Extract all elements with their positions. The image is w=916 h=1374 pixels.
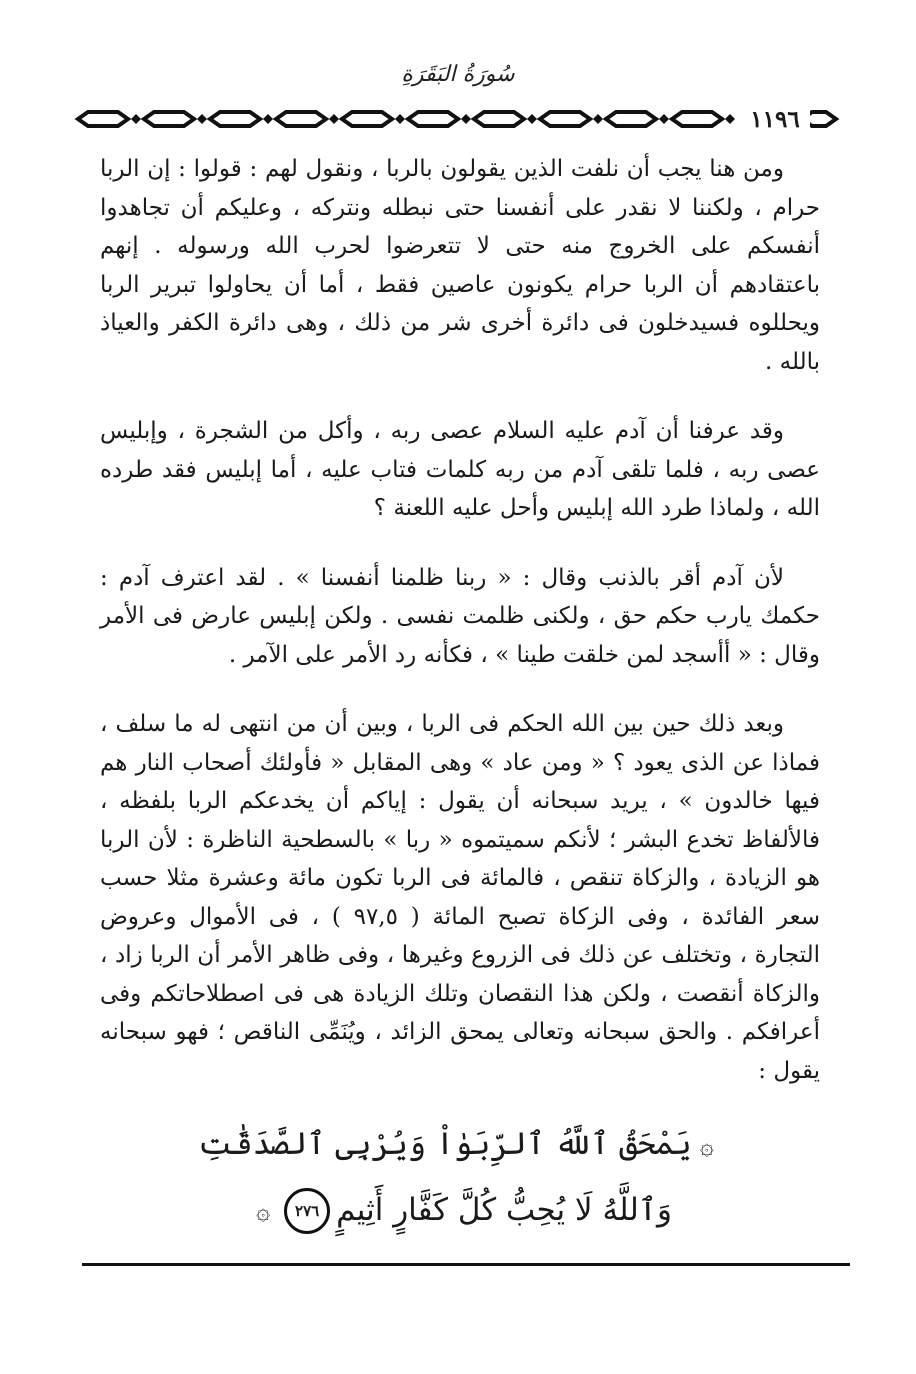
surah-title: سُورَةُ البَقَرَةِ — [401, 62, 515, 87]
paragraph: ومن هنا يجب أن نلفت الذين يقولون بالربا ، ونقول لهم : قولوا : إن الربا حرام ، ولكننا لا نقدر على أنفسنا حتى نبطله ونتركه ، وعليكم أن تجاهدوا أنفسكم على الخروج منه حتى لا تتعرضوا لحرب الله ورسوله . إنهم باعتقادهم أن الربا حرام يكونون عاصين فقط ، أما أن يحاولوا تبرير الربا ويحللوه فسيدخلون فى دائرة أخرى شر من ذلك ، وهى دائرة الكفر والعياذ بالله . — [100, 156, 820, 375]
page-number: ١١٩٦ — [740, 106, 810, 134]
body-text — [100, 150, 820, 1121]
verse-text-2: وَٱللَّهُ لَا يُحِبُّ كُلَّ كَفَّارٍ أَثِيمٍ — [336, 1191, 672, 1228]
verse-line-1 — [180, 1112, 740, 1178]
verse-end-ornament-icon: ۞ — [256, 1197, 271, 1225]
verse-start-ornament-icon: ۞ — [699, 1131, 714, 1160]
paragraph: لأن آدم أقر بالذنب وقال : « ربنا ظلمنا أنفسنا » . لقد اعترف آدم : حكمك يارب حكم حق ، ولكنى ظلمت نفسى . ولكن إبليس عارض فى الأمر وقال : « أأسجد لمن خلقت طينا » ، فكأنه رد الأمر على الآمر . — [100, 564, 820, 668]
footer-divider — [82, 1263, 850, 1266]
verse-line-2 — [180, 1178, 740, 1244]
quran-verse — [180, 1112, 740, 1243]
chain-border — [72, 104, 842, 134]
verse-text-1: يَمْحَقُ ٱللَّهُ ٱلرِّبَوٰاْ وَيُرْبِى ٱلصَّدَقَٰتِ — [198, 1126, 692, 1162]
paragraph: وقد عرفنا أن آدم عليه السلام عصى ربه ، وأكل من الشجرة ، وإبليس عصى ربه ، فلما تلقى آدم من ربه كلمات فتاب عليه ، أما إبليس فقد طرده الله ، ولماذا طرد الله إبليس وأحل عليه اللعنة ؟ — [100, 418, 820, 521]
ayah-number-marker: ٢٧٦ — [284, 1188, 330, 1234]
paragraph: وبعد ذلك حين بين الله الحكم فى الربا ، وبين أن من انتهى له ما سلف ، فماذا عن الذى يعود ؟ « ومن عاد » وهى المقابل « فأولئك أصحاب النار هم فيها خالدون » ، يريد سبحانه أن يقول : إياكم أن يخدعكم الربا بلفظه ، فالألفاظ تخدع البشر ؛ لأنكم سميتموه « ربا » بالسطحية الناظرة : لأن الربا هو الزيادة ، والزكاة تنقص ، فالمائة فى الربا تكون مائة وعشرة مثلا حسب سعر الفائدة ، وفى الزكاة تصبح المائة ( ٩٧,٥ ) ، فى الأموال وعروض التجارة ، وتختلف عن ذلك فى الزروع وغيرها ، وفى ظاهر الأمر أن الربا زاد ، والزكاة أنقصت ، ولكن هذا النقصان وتلك الزيادة هى فى اصطلاحاتكم وفى أعرافكم . والحق سبحانه وتعالى يمحق الزائد ، ويُنَمِّى الناقص ؛ فهو سبحانه يقول : — [100, 711, 820, 1084]
